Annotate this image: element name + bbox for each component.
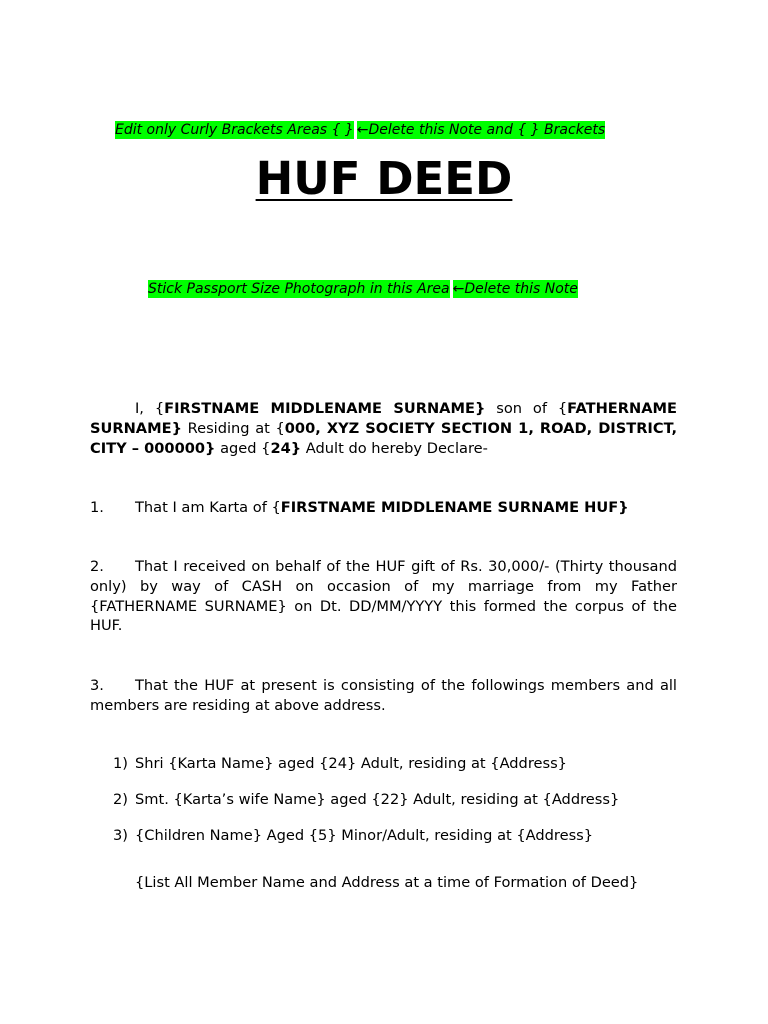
note-text: Delete this Note (464, 281, 578, 297)
clause-number: 3. (90, 677, 104, 694)
clause-number: 2. (90, 558, 104, 575)
left-arrow-icon: ← (452, 281, 465, 297)
edit-instruction-note (115, 121, 605, 139)
note-text: Delete this Note and { } Brackets (368, 122, 606, 138)
member-list-item: 1) Shri {Karta Name} aged {24} Adult, residing at {Address} (113, 755, 567, 772)
clause-1: 1. That I am Karta of {FIRSTNAME MIDDLENAME SURNAME HUF} (90, 499, 629, 516)
note-text: Stick Passport Size Photograph in this Area (148, 281, 450, 297)
clause-3: 3. That the HUF at present is consisting of the followings members and all members are residing at above address. (90, 677, 677, 714)
photo-instruction-note (148, 280, 578, 298)
note-text: Edit only Curly Brackets Areas { } (115, 122, 354, 138)
clause-number: 1. (90, 499, 104, 516)
members-instruction: {List All Member Name and Address at a time of Formation of Deed} (135, 874, 639, 891)
intro-paragraph: I, {FIRSTNAME MIDDLENAME SURNAME} son of {FATHERNAME SURNAME} Residing at {000, XYZ SOCIETY SECTION 1, ROAD, DISTRICT, CITY – 000000} aged {24} Adult do hereby Declare- (90, 400, 677, 457)
member-list-item: 3) {Children Name} Aged {5} Minor/Adult, residing at {Address} (113, 827, 594, 844)
clause-2: 2. That I received on behalf of the HUF gift of Rs. 30,000/- (Thirty thousand only) by way of CASH on occasion of my marriage from my Father {FATHERNAME SURNAME} on Dt. DD/MM/YYYY this formed the corpus of the HUF. (90, 558, 677, 635)
left-arrow-icon: ← (356, 122, 369, 138)
page-title: HUF DEED (255, 152, 513, 205)
member-list-item: 2) Smt. {Karta’s wife Name} aged {22} Adult, residing at {Address} (113, 791, 620, 808)
